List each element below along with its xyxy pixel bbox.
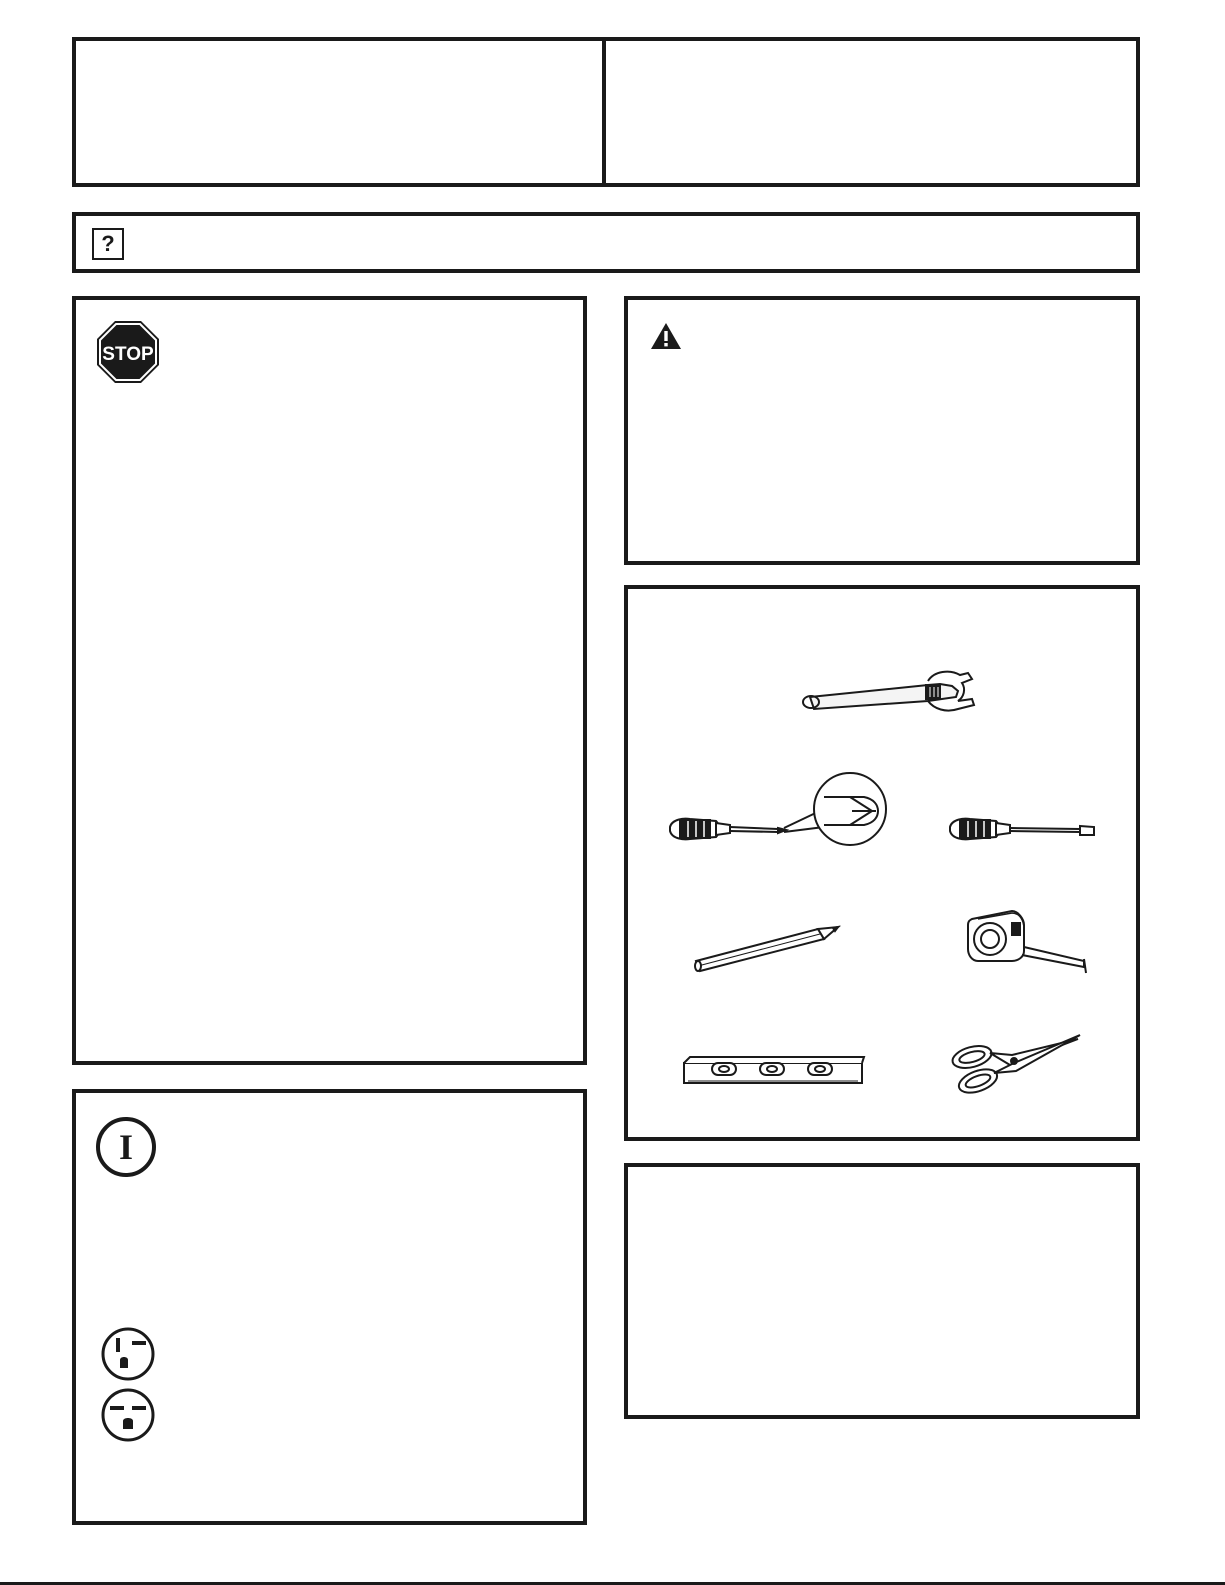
stop-panel — [72, 296, 587, 1065]
flat-blade-screwdriver-icon — [950, 819, 1094, 840]
phillips-screwdriver-icon — [670, 773, 886, 845]
outlet-240v-icon — [100, 1387, 156, 1443]
header-panel-right — [602, 37, 1140, 187]
scissors-icon — [950, 1035, 1080, 1097]
level-icon — [684, 1057, 864, 1083]
tape-measure-icon — [968, 911, 1086, 973]
stop-sign-label: STOP — [102, 344, 154, 365]
warning-panel — [624, 296, 1140, 565]
question-mark-icon — [92, 228, 124, 260]
outlet-120v-icon — [100, 1326, 156, 1382]
question-banner — [72, 212, 1140, 273]
header-panel-left — [72, 37, 606, 187]
tools-panel — [624, 585, 1140, 1141]
adjustable-wrench-icon — [803, 672, 974, 711]
warning-triangle-icon — [650, 322, 682, 350]
important-panel — [72, 1089, 587, 1525]
important-i-icon — [96, 1117, 156, 1177]
notes-panel — [624, 1163, 1140, 1419]
tools-illustration — [628, 589, 1136, 1137]
question-mark-label: ? — [101, 231, 115, 256]
stop-sign-icon — [96, 320, 160, 384]
important-i-label: I — [118, 1127, 133, 1167]
pencil-icon — [695, 927, 838, 971]
